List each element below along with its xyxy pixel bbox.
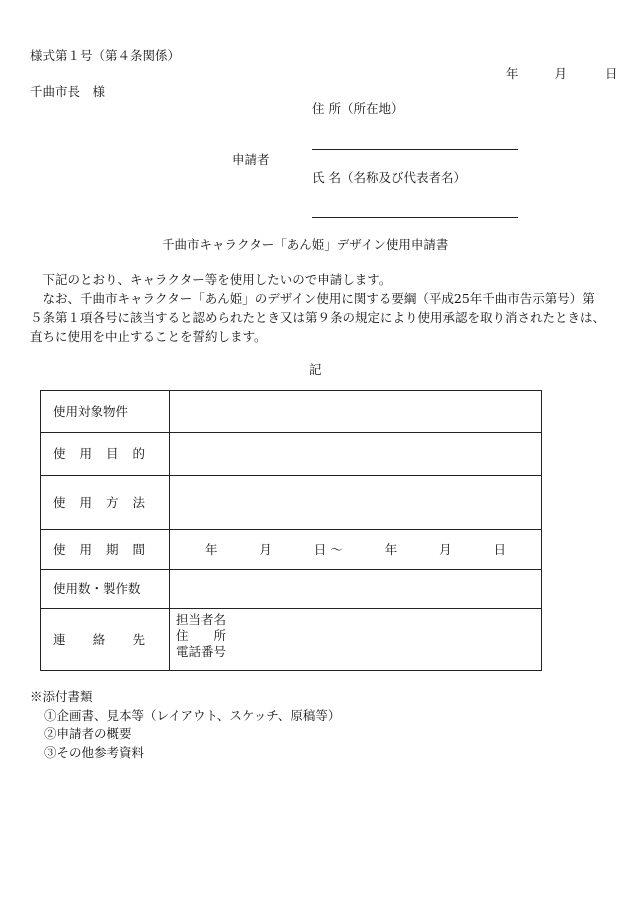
contact-person-label: 担当者名: [176, 612, 227, 627]
row-label-object: 使用対象物件: [41, 391, 170, 433]
date-month: 月: [554, 66, 567, 81]
address-label: 住 所（所在地）: [312, 101, 404, 116]
table-row-object: [41, 391, 542, 433]
contact-address-label: 住 所: [176, 628, 227, 643]
object-field[interactable]: [170, 391, 542, 433]
table-row-period: [41, 530, 542, 570]
table-row-method: [41, 476, 542, 530]
attachments: [30, 688, 340, 762]
date-year: 年: [506, 66, 519, 81]
applicant-label: 申請者: [232, 152, 270, 167]
table-row-contact: [41, 609, 542, 671]
row-label-contact: 連 絡 先: [41, 609, 170, 671]
period-field[interactable]: 年 月 日 ～ 年 月 日: [170, 530, 542, 570]
address-line: [312, 149, 518, 150]
table-row-quantity: [41, 570, 542, 609]
table-row-purpose: [41, 433, 542, 476]
row-label-period: 使 用 期 間: [41, 530, 170, 570]
row-label-purpose: 使 用 目 的: [41, 433, 170, 476]
quantity-field[interactable]: [170, 570, 542, 609]
name-line: [312, 217, 518, 218]
method-field[interactable]: [170, 476, 542, 530]
attachment-item-2: ②申請者の概要: [44, 726, 132, 741]
attachment-item-1: ①企画書、見本等（レイアウト、スケッチ、原稿等）: [44, 707, 341, 723]
ki-heading: 記: [309, 362, 322, 377]
application-table: [40, 390, 542, 671]
name-label: 氏 名（名称及び代表者名）: [312, 170, 466, 185]
contact-field[interactable]: [170, 609, 542, 671]
row-label-quantity: 使用数・製作数: [41, 570, 170, 609]
contact-phone-label: 電話番号: [176, 644, 227, 659]
body-paragraph-1: 下記のとおり、キャラクター等を使用したいので申請します。: [42, 272, 392, 287]
body-paragraph-2: なお、千曲市キャラクター「あん姫」のデザイン使用に関する要綱（平成25年千曲市告示第号）第５条第１項各号に該当すると認められたとき又は第９条の規定により使用承認を取り消されたときは、直ちに使用を中止することを誓約します。: [30, 291, 606, 344]
date-day: 日: [604, 66, 618, 81]
attachments-heading: ※添付書類: [30, 689, 93, 704]
row-label-method: 使 用 方 法: [41, 476, 170, 530]
form-number: 様式第１号（第４条関係）: [30, 48, 181, 63]
addressee: 千曲市長 様: [30, 84, 106, 99]
attachment-item-3: ③その他参考資料: [44, 744, 145, 760]
body-text: [30, 270, 605, 346]
date-line: [506, 66, 617, 82]
purpose-field[interactable]: [170, 433, 542, 476]
document-title: 千曲市キャラクター「あん姫」デザイン使用申請書: [162, 237, 449, 252]
